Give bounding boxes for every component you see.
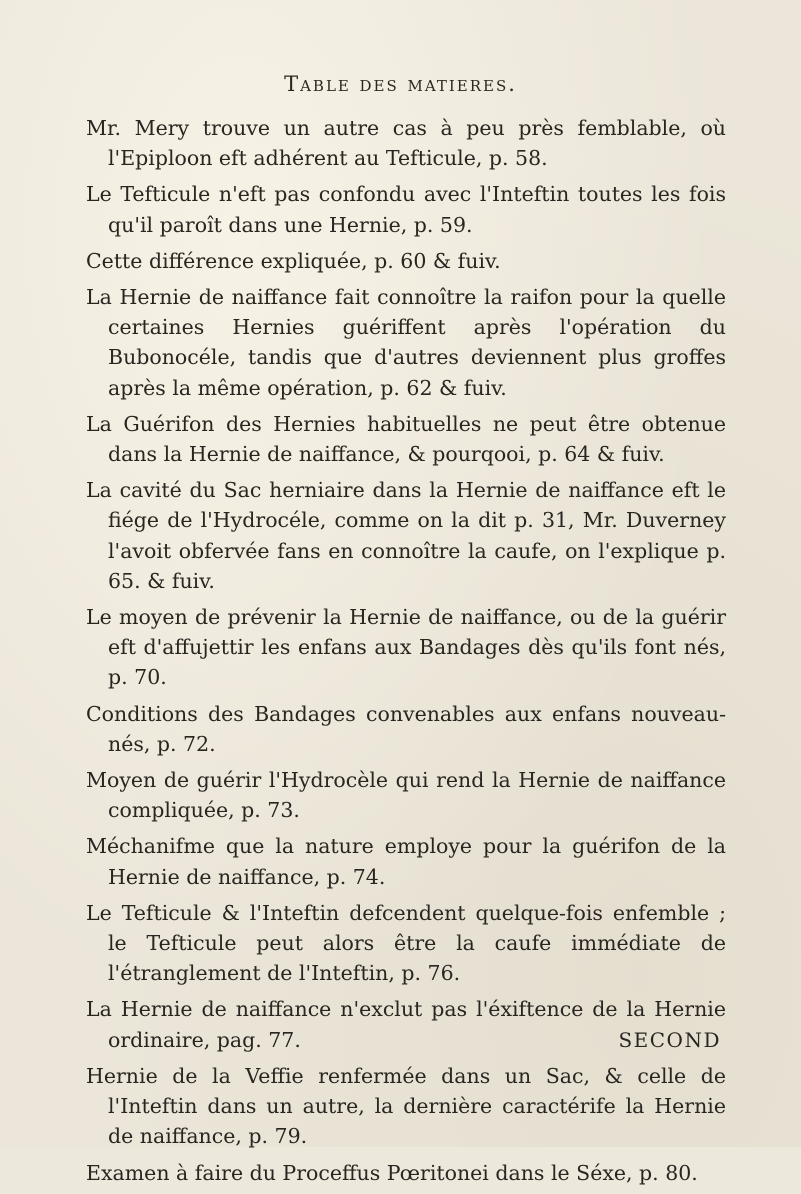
list-item: La Hernie de naiffance fait connoître la raifon pour la quelle certaines Hernies guériffent après l'opération du Bubonocéle, tandis que d'autres deviennent plus groffes après la même opération, p. 62 & fuiv.: [86, 285, 726, 400]
list-item: Méchanifme que la nature employe pour la guérifon de la Hernie de naiffance, p. 74.: [86, 834, 726, 889]
list-item: Cette différence expliquée, p. 60 & fuiv.: [86, 248, 501, 273]
list-item: La Guérifon des Hernies habituelles ne peut être obtenue dans la Hernie de naiffance, & pourqooi, p. 64 & fuiv.: [86, 411, 726, 467]
list-item: Moyen de guérir l'Hydrocèle qui rend la Hernie de naiffance compliquée, p. 73.: [86, 768, 726, 823]
list-item: Mr. Mery trouve un autre cas à peu près femblable, où l'Epiploon eft adhérent au Tefticule, p. 58.: [86, 116, 726, 171]
list-item: La Hernie de naiffance n'exclut pas l'éxiftence de la Hernie ordinaire, pag. 77.: [86, 997, 726, 1052]
running-head: Table des matieres.: [284, 72, 517, 96]
list-item: Le Tefticule & l'Inteftin defcendent quelque-fois enfemble ; le Tefticule peut alors être la caufe immédiate de l'étranglement de l'Inteftin, p. 76.: [86, 900, 726, 986]
list-item: Le Tefticule n'eft pas confondu avec l'Inteftin toutes les fois qu'il paroît dans une Hernie, p. 59.: [86, 182, 726, 237]
list-item: La cavité du Sac herniaire dans la Hernie de naiffance eft le fiége de l'Hydrocéle, comme on la dit p. 31, Mr. Duverney l'avoit obfervée fans en connoître la caufe, on l'explique p. 65. & fuiv.: [86, 478, 726, 593]
list-item: Le moyen de prévenir la Hernie de naiffance, ou de la guérir eft d'affujettir les enfans aux Bandages dès qu'ils font nés, p. 70.: [86, 605, 726, 690]
list-item: Examen à faire du Proceffus Pœritonei dans le Séxe, p. 80.: [86, 1160, 698, 1185]
catchword: SECOND: [618, 1028, 721, 1052]
list-item: Hernie de la Veffie renfermée dans un Sac, & celle de l'Inteftin dans un autre, la dernière caractérife la Hernie de naiffance, p. 79.: [86, 1063, 726, 1149]
list-item: Conditions des Bandages convenables aux enfans nouveau-nés, p. 72.: [86, 701, 726, 756]
